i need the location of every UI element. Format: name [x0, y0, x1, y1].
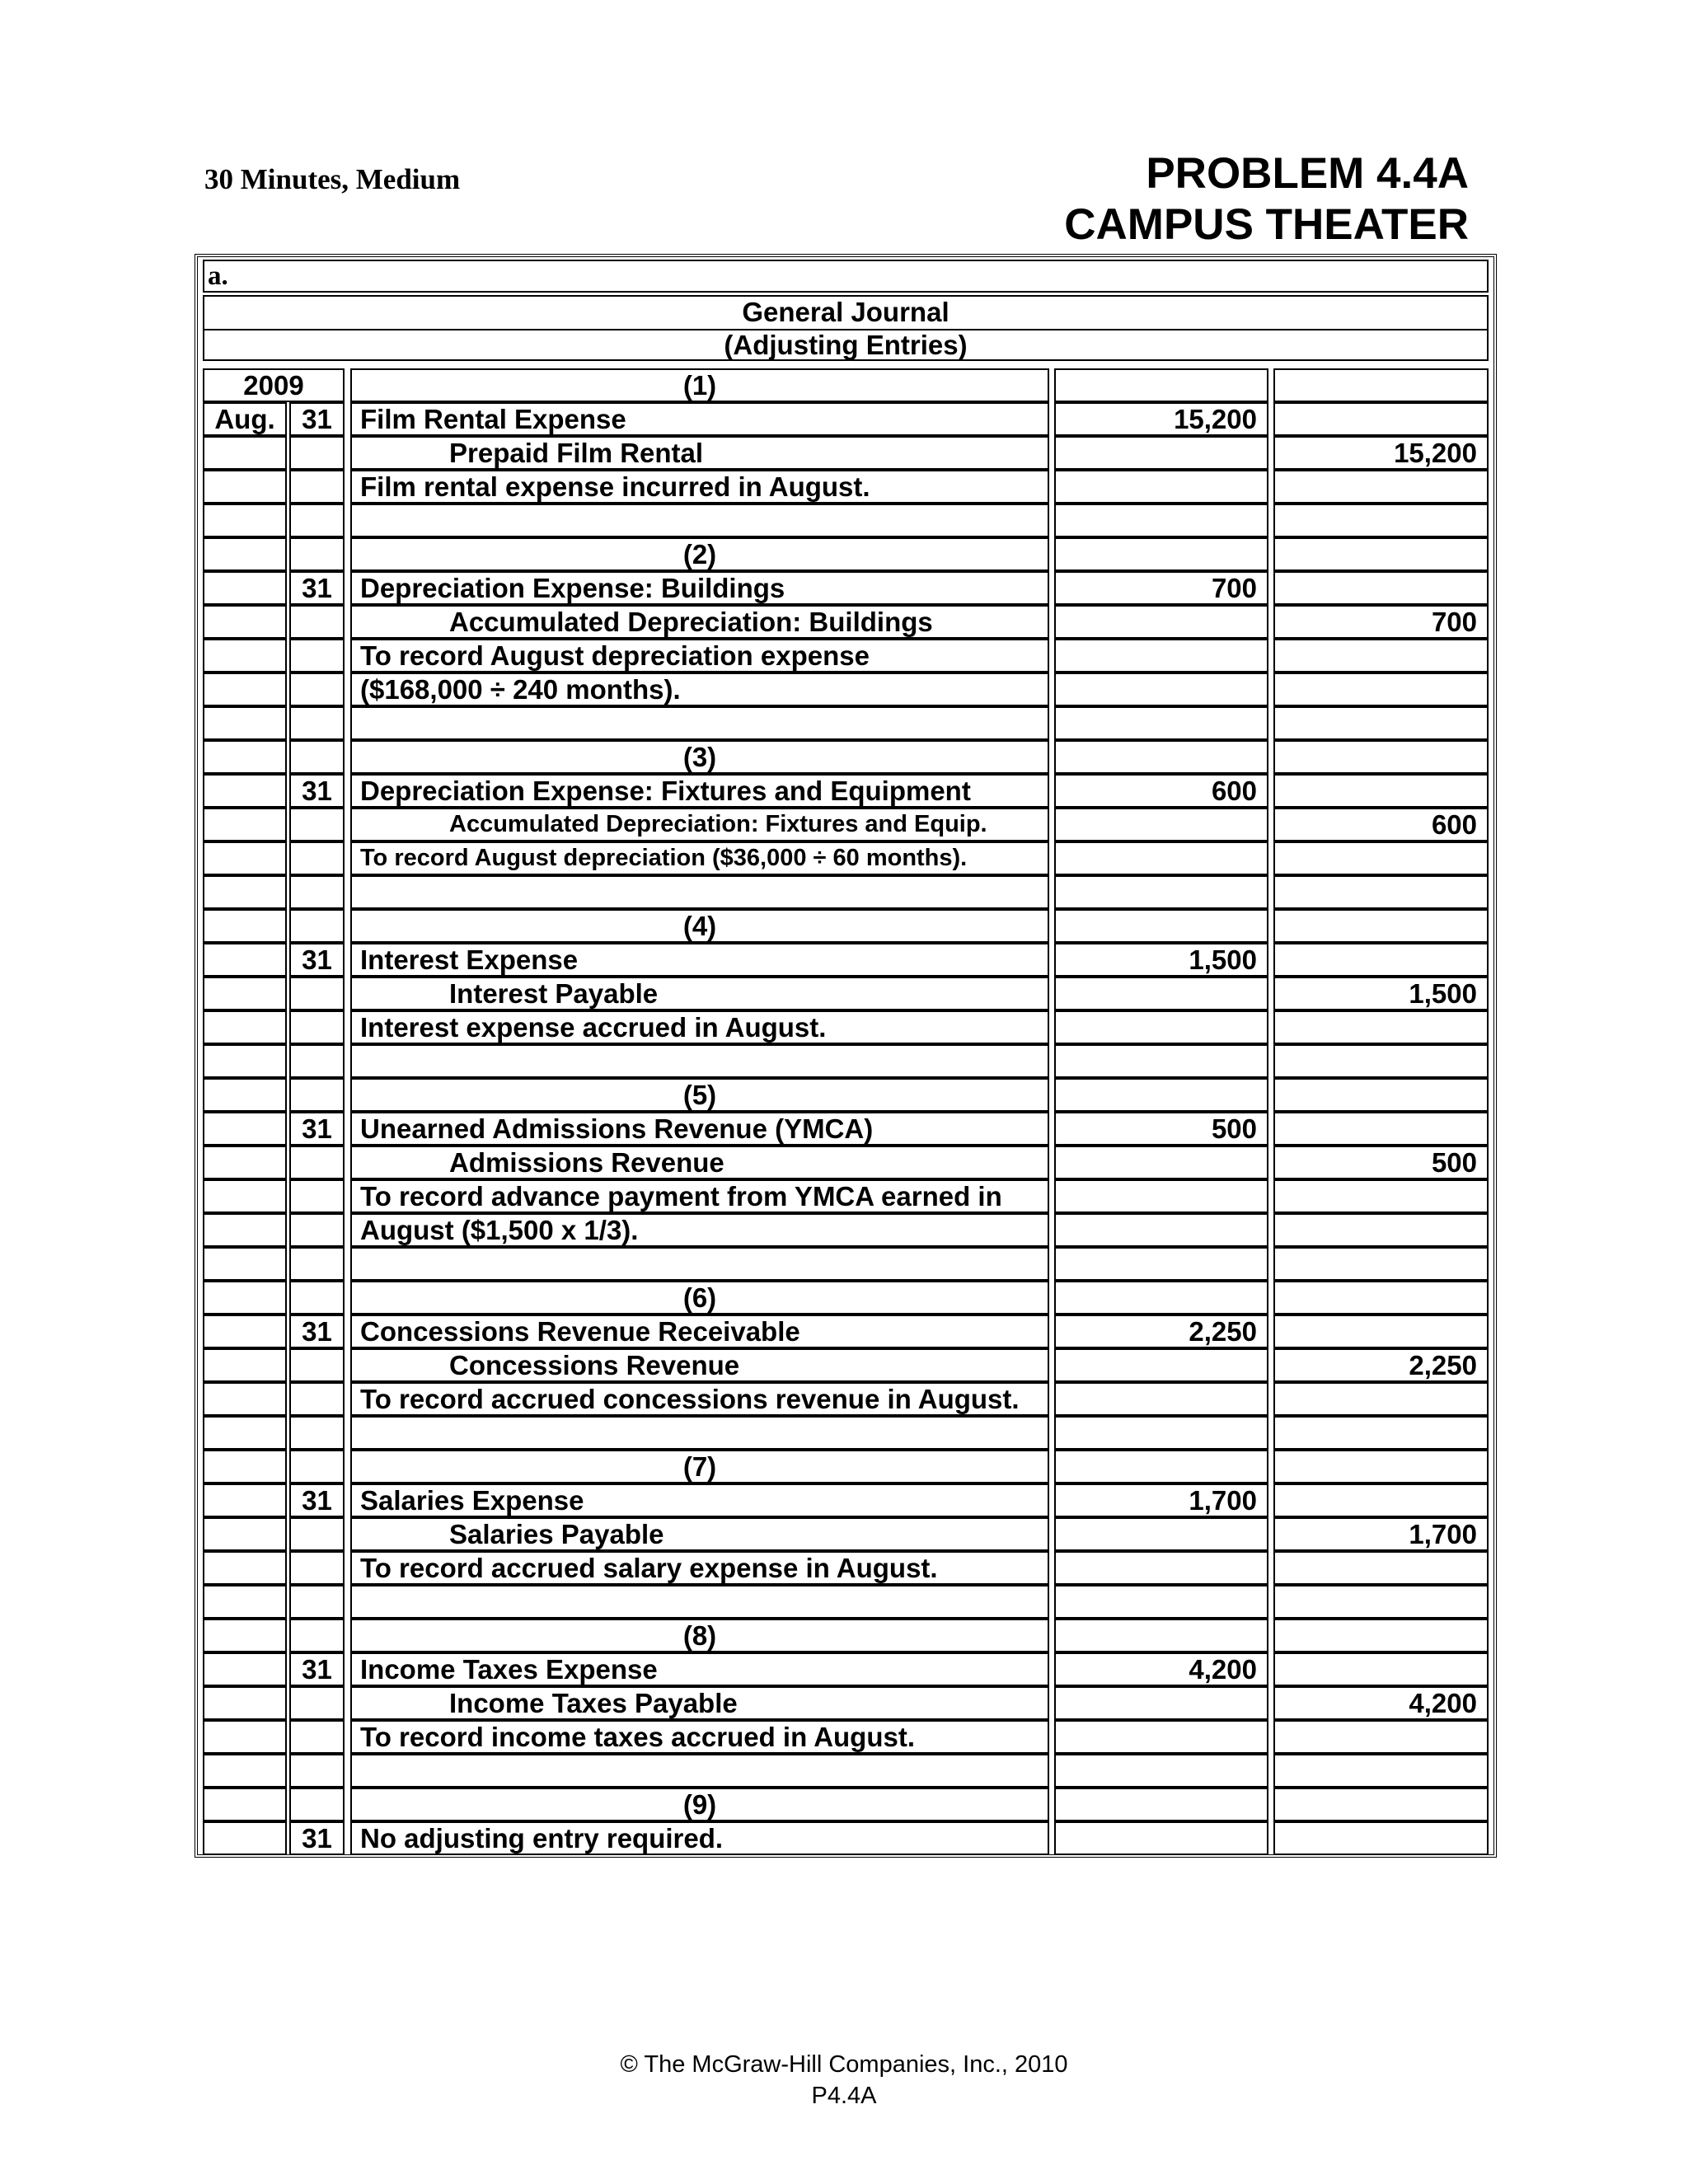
month-cell	[203, 977, 287, 1010]
credit-cell	[1273, 571, 1489, 605]
day-cell	[289, 1078, 345, 1112]
journal-row	[203, 1788, 1489, 1821]
day-cell: 31	[289, 774, 345, 808]
credit-cell: 15,200	[1273, 436, 1489, 470]
credit-cell	[1273, 1821, 1489, 1855]
month-cell	[203, 1686, 287, 1720]
credit-cell	[1273, 1551, 1489, 1585]
description-cell: Accumulated Depreciation: Fixtures and Equip.	[350, 808, 1049, 841]
month-cell	[203, 740, 287, 774]
journal-row	[203, 808, 1489, 841]
debit-cell	[1054, 740, 1268, 774]
description-cell: To record accrued salary expense in August.	[350, 1551, 1049, 1585]
month-cell	[203, 1788, 287, 1821]
month-cell	[203, 943, 287, 977]
description-cell: (4)	[350, 909, 1049, 943]
month-cell	[203, 1821, 287, 1855]
day-cell	[289, 808, 345, 841]
journal-row	[203, 1281, 1489, 1315]
description-cell: August ($1,500 x 1/3).	[350, 1213, 1049, 1247]
debit-cell	[1054, 504, 1268, 537]
debit-cell	[1054, 808, 1268, 841]
day-cell	[289, 740, 345, 774]
description-cell: (9)	[350, 1788, 1049, 1821]
journal-row	[203, 436, 1489, 470]
credit-cell	[1273, 1281, 1489, 1315]
credit-cell	[1273, 706, 1489, 740]
journal-row	[203, 1213, 1489, 1247]
journal-row	[203, 1517, 1489, 1551]
credit-cell	[1273, 875, 1489, 909]
debit-cell	[1054, 1720, 1268, 1754]
month-cell	[203, 1483, 287, 1517]
day-cell: 31	[289, 571, 345, 605]
debit-cell	[1054, 1348, 1268, 1382]
debit-cell	[1054, 1551, 1268, 1585]
credit-cell	[1273, 673, 1489, 706]
debit-cell	[1054, 1179, 1268, 1213]
description-cell: To record income taxes accrued in August.	[350, 1720, 1049, 1754]
description-cell: Prepaid Film Rental	[350, 436, 1049, 470]
month-cell	[203, 504, 287, 537]
month-cell	[203, 571, 287, 605]
credit-cell	[1273, 1450, 1489, 1483]
debit-cell	[1054, 1585, 1268, 1619]
debit-cell: 500	[1054, 1112, 1268, 1146]
credit-cell	[1273, 1044, 1489, 1078]
credit-cell	[1273, 740, 1489, 774]
month-cell	[203, 1720, 287, 1754]
month-cell	[203, 1112, 287, 1146]
month-cell	[203, 1551, 287, 1585]
day-cell	[289, 1348, 345, 1382]
credit-cell	[1273, 1483, 1489, 1517]
credit-cell: 4,200	[1273, 1686, 1489, 1720]
month-cell	[203, 1044, 287, 1078]
month-cell	[203, 1146, 287, 1179]
month-cell	[203, 1382, 287, 1416]
journal-row	[203, 706, 1489, 740]
debit-cell	[1054, 470, 1268, 504]
credit-cell	[1273, 1078, 1489, 1112]
debit-cell	[1054, 1517, 1268, 1551]
day-cell	[289, 537, 345, 571]
debit-cell	[1054, 841, 1268, 875]
debit-cell	[1054, 875, 1268, 909]
credit-cell	[1273, 368, 1489, 402]
debit-cell	[1054, 1382, 1268, 1416]
day-cell: 31	[289, 1483, 345, 1517]
journal-row	[203, 1483, 1489, 1517]
debit-cell: 4,200	[1054, 1652, 1268, 1686]
day-cell	[289, 1281, 345, 1315]
credit-cell	[1273, 1247, 1489, 1281]
journal-row	[203, 841, 1489, 875]
description-cell: (8)	[350, 1619, 1049, 1652]
credit-cell: 1,700	[1273, 1517, 1489, 1551]
debit-cell: 2,250	[1054, 1315, 1268, 1348]
debit-cell	[1054, 1821, 1268, 1855]
month-cell	[203, 841, 287, 875]
description-cell	[350, 1416, 1049, 1450]
day-cell	[289, 1450, 345, 1483]
day-cell: 31	[289, 1652, 345, 1686]
description-cell: Interest expense accrued in August.	[350, 1010, 1049, 1044]
debit-cell	[1054, 436, 1268, 470]
credit-cell: 600	[1273, 808, 1489, 841]
month-cell	[203, 1078, 287, 1112]
credit-cell: 500	[1273, 1146, 1489, 1179]
description-cell: To record accrued concessions revenue in August.	[350, 1382, 1049, 1416]
month-cell	[203, 1652, 287, 1686]
journal-title-block	[203, 295, 1489, 361]
day-cell	[289, 1585, 345, 1619]
journal-row	[203, 1686, 1489, 1720]
description-cell: No adjusting entry required.	[350, 1821, 1049, 1855]
description-cell: (5)	[350, 1078, 1049, 1112]
debit-cell	[1054, 1146, 1268, 1179]
description-cell	[350, 1754, 1049, 1788]
day-cell: 31	[289, 1821, 345, 1855]
year-cell: 2009	[203, 368, 345, 402]
journal-row	[203, 1416, 1489, 1450]
journal-row	[203, 673, 1489, 706]
journal-title: General Journal	[742, 297, 950, 327]
journal-row	[203, 1348, 1489, 1382]
month-cell	[203, 1585, 287, 1619]
month-cell	[203, 537, 287, 571]
description-cell	[350, 504, 1049, 537]
day-cell	[289, 436, 345, 470]
month-cell	[203, 470, 287, 504]
credit-cell	[1273, 1213, 1489, 1247]
journal-row	[203, 909, 1489, 943]
debit-cell	[1054, 1281, 1268, 1315]
month-cell	[203, 774, 287, 808]
day-cell	[289, 1720, 345, 1754]
month-cell	[203, 639, 287, 673]
journal-row	[203, 1146, 1489, 1179]
journal-row	[203, 943, 1489, 977]
journal-row	[203, 1551, 1489, 1585]
credit-cell	[1273, 1585, 1489, 1619]
journal-row	[203, 639, 1489, 673]
description-cell: Income Taxes Payable	[350, 1686, 1049, 1720]
debit-cell	[1054, 639, 1268, 673]
day-cell	[289, 1754, 345, 1788]
journal-row	[203, 1754, 1489, 1788]
debit-cell	[1054, 537, 1268, 571]
description-cell: Unearned Admissions Revenue (YMCA)	[350, 1112, 1049, 1146]
debit-cell	[1054, 1686, 1268, 1720]
credit-cell	[1273, 1619, 1489, 1652]
day-cell	[289, 605, 345, 639]
journal-row	[203, 1450, 1489, 1483]
month-cell	[203, 1416, 287, 1450]
description-cell: Income Taxes Expense	[350, 1652, 1049, 1686]
description-cell	[350, 706, 1049, 740]
credit-cell	[1273, 470, 1489, 504]
description-cell: (3)	[350, 740, 1049, 774]
journal-row	[203, 402, 1489, 436]
day-cell	[289, 1146, 345, 1179]
description-cell: Concessions Revenue Receivable	[350, 1315, 1049, 1348]
description-cell: Salaries Payable	[350, 1517, 1049, 1551]
month-cell	[203, 1619, 287, 1652]
day-cell	[289, 470, 345, 504]
journal-row	[203, 977, 1489, 1010]
time-difficulty-label: 30 Minutes, Medium	[204, 163, 461, 195]
debit-cell	[1054, 368, 1268, 402]
journal-row	[203, 1315, 1489, 1348]
day-cell	[289, 1179, 345, 1213]
debit-cell	[1054, 1416, 1268, 1450]
journal-row	[203, 1720, 1489, 1754]
entry-number-cell: (1)	[350, 368, 1049, 402]
journal-row	[203, 571, 1489, 605]
journal-row	[203, 1652, 1489, 1686]
debit-cell: 15,200	[1054, 402, 1268, 436]
description-cell: Film Rental Expense	[350, 402, 1049, 436]
debit-cell	[1054, 605, 1268, 639]
day-cell	[289, 1517, 345, 1551]
debit-cell	[1054, 1078, 1268, 1112]
debit-cell	[1054, 1754, 1268, 1788]
day-cell	[289, 1551, 345, 1585]
day-cell	[289, 909, 345, 943]
day-cell	[289, 1619, 345, 1652]
month-cell	[203, 1517, 287, 1551]
credit-cell	[1273, 1754, 1489, 1788]
description-cell: Depreciation Expense: Buildings	[350, 571, 1049, 605]
day-cell	[289, 1010, 345, 1044]
debit-cell	[1054, 706, 1268, 740]
month-cell	[203, 1010, 287, 1044]
month-cell	[203, 1348, 287, 1382]
journal-row	[203, 1112, 1489, 1146]
journal-row	[203, 504, 1489, 537]
debit-cell: 1,700	[1054, 1483, 1268, 1517]
day-cell	[289, 673, 345, 706]
journal-row	[203, 1078, 1489, 1112]
journal-row	[203, 537, 1489, 571]
journal-row	[203, 470, 1489, 504]
debit-cell	[1054, 1619, 1268, 1652]
debit-cell: 700	[1054, 571, 1268, 605]
month-cell	[203, 1247, 287, 1281]
day-cell	[289, 1382, 345, 1416]
day-cell: 31	[289, 402, 345, 436]
problem-heading	[1064, 148, 1469, 251]
day-cell: 31	[289, 943, 345, 977]
description-cell: To record advance payment from YMCA earned in	[350, 1179, 1049, 1213]
debit-cell	[1054, 1213, 1268, 1247]
description-cell: Accumulated Depreciation: Buildings	[350, 605, 1049, 639]
credit-cell	[1273, 639, 1489, 673]
credit-cell	[1273, 909, 1489, 943]
credit-cell	[1273, 1788, 1489, 1821]
day-cell	[289, 1247, 345, 1281]
month-cell	[203, 436, 287, 470]
month-cell	[203, 808, 287, 841]
description-cell	[350, 1585, 1049, 1619]
debit-cell	[1054, 1788, 1268, 1821]
journal-row	[203, 740, 1489, 774]
company-name: CAMPUS THEATER	[1064, 200, 1469, 249]
description-cell: Concessions Revenue	[350, 1348, 1049, 1382]
description-cell: ($168,000 ÷ 240 months).	[350, 673, 1049, 706]
copyright-text: © The McGraw-Hill Companies, Inc., 2010	[620, 2051, 1068, 2078]
description-cell	[350, 875, 1049, 909]
debit-cell	[1054, 1450, 1268, 1483]
journal-row	[203, 1010, 1489, 1044]
month-cell	[203, 909, 287, 943]
journal-row	[203, 1619, 1489, 1652]
journal-row	[203, 875, 1489, 909]
credit-cell: 700	[1273, 605, 1489, 639]
credit-cell	[1273, 1416, 1489, 1450]
day-cell	[289, 841, 345, 875]
day-cell	[289, 504, 345, 537]
description-cell	[350, 1044, 1049, 1078]
description-cell: Depreciation Expense: Fixtures and Equipment	[350, 774, 1049, 808]
day-cell: 31	[289, 1315, 345, 1348]
journal-row	[203, 1585, 1489, 1619]
description-cell: (7)	[350, 1450, 1049, 1483]
description-cell	[350, 1247, 1049, 1281]
journal-row	[203, 605, 1489, 639]
debit-cell	[1054, 977, 1268, 1010]
part-label: a.	[203, 260, 1489, 293]
debit-cell	[1054, 909, 1268, 943]
credit-cell	[1273, 537, 1489, 571]
month-cell	[203, 706, 287, 740]
page-number: P4.4A	[811, 2083, 877, 2109]
credit-cell	[1273, 943, 1489, 977]
month-cell: Aug.	[203, 402, 287, 436]
description-cell: Salaries Expense	[350, 1483, 1049, 1517]
credit-cell	[1273, 774, 1489, 808]
debit-cell	[1054, 673, 1268, 706]
description-cell: (2)	[350, 537, 1049, 571]
description-cell: (6)	[350, 1281, 1049, 1315]
day-cell	[289, 706, 345, 740]
day-cell	[289, 1686, 345, 1720]
day-cell	[289, 875, 345, 909]
credit-cell	[1273, 1010, 1489, 1044]
month-cell	[203, 1213, 287, 1247]
description-cell: Admissions Revenue	[350, 1146, 1049, 1179]
description-cell: To record August depreciation ($36,000 ÷ 60 months).	[350, 841, 1049, 875]
page-footer	[0, 2049, 1688, 2111]
journal-subtitle: (Adjusting Entries)	[724, 330, 968, 360]
description-cell: Interest Payable	[350, 977, 1049, 1010]
day-cell	[289, 1213, 345, 1247]
day-cell	[289, 639, 345, 673]
month-cell	[203, 875, 287, 909]
day-cell	[289, 1788, 345, 1821]
day-cell: 31	[289, 1112, 345, 1146]
journal-row	[203, 1382, 1489, 1416]
description-cell: To record August depreciation expense	[350, 639, 1049, 673]
month-cell	[203, 1315, 287, 1348]
month-cell	[203, 1450, 287, 1483]
credit-cell	[1273, 1315, 1489, 1348]
journal-row	[203, 1821, 1489, 1855]
credit-cell	[1273, 841, 1489, 875]
journal-row	[203, 774, 1489, 808]
debit-cell	[1054, 1044, 1268, 1078]
credit-cell	[1273, 402, 1489, 436]
month-cell	[203, 605, 287, 639]
journal-row	[203, 1179, 1489, 1213]
journal-row	[203, 1044, 1489, 1078]
year-row	[203, 368, 1489, 402]
credit-cell	[1273, 1652, 1489, 1686]
credit-cell	[1273, 504, 1489, 537]
credit-cell	[1273, 1382, 1489, 1416]
day-cell	[289, 977, 345, 1010]
day-cell	[289, 1044, 345, 1078]
debit-cell	[1054, 1010, 1268, 1044]
month-cell	[203, 1179, 287, 1213]
description-cell: Film rental expense incurred in August.	[350, 470, 1049, 504]
day-cell	[289, 1416, 345, 1450]
debit-cell	[1054, 1247, 1268, 1281]
month-cell	[203, 1281, 287, 1315]
credit-cell: 1,500	[1273, 977, 1489, 1010]
credit-cell: 2,250	[1273, 1348, 1489, 1382]
credit-cell	[1273, 1179, 1489, 1213]
credit-cell	[1273, 1720, 1489, 1754]
month-cell	[203, 673, 287, 706]
credit-cell	[1273, 1112, 1489, 1146]
problem-number: PROBLEM 4.4A	[1146, 149, 1469, 198]
description-cell: Interest Expense	[350, 943, 1049, 977]
journal-row	[203, 1247, 1489, 1281]
month-cell	[203, 1754, 287, 1788]
general-journal-table	[195, 254, 1497, 1858]
debit-cell: 1,500	[1054, 943, 1268, 977]
debit-cell: 600	[1054, 774, 1268, 808]
